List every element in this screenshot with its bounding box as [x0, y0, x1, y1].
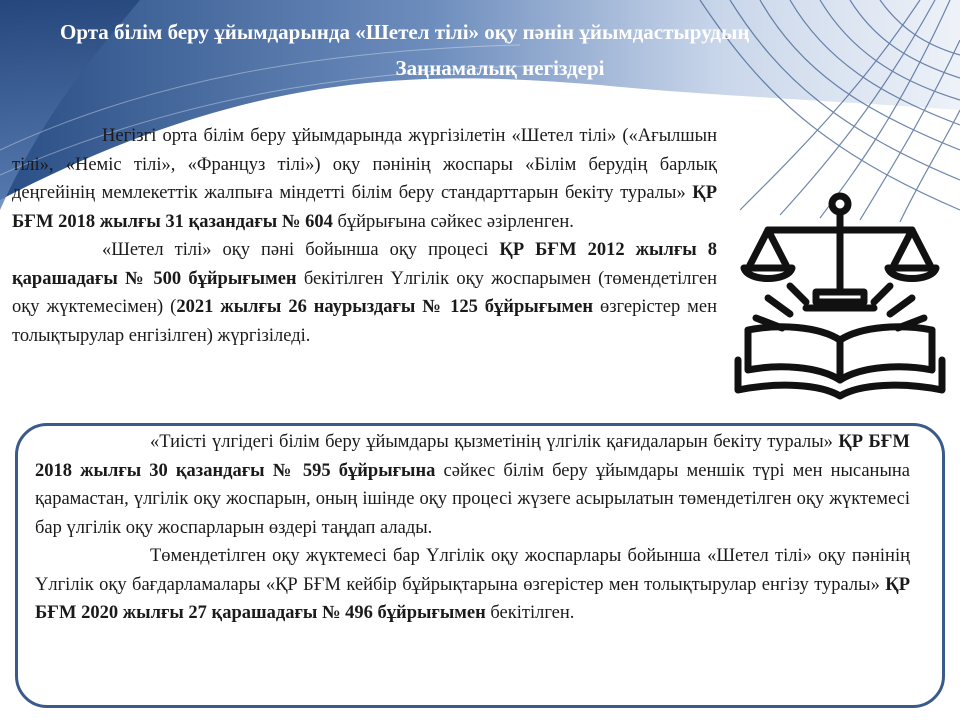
p2-text-a: «Тиісті үлгідегі білім беру ұйымдары қызметінің үлгілік қағидаларын бекіту туралы»: [150, 432, 839, 452]
slide-title-line-1: Орта білім беру ұйымдарында «Шетел тілі» оқу пәнін ұйымдастырудың: [60, 20, 750, 44]
p1-text-c: бұйрығына сәйкес әзірленген.: [332, 211, 574, 232]
p2-text-f: бекітілген.: [485, 603, 575, 623]
scales-of-justice-book-icon: [728, 190, 953, 405]
p1-bold-b: ҚР БҒМ 2018 жылғы 31 қазандағы № 604: [12, 183, 717, 232]
p2-bold-e: ҚР БҒМ 2020 жылғы 27 қарашадағы № 496 бұйрығымен: [35, 574, 910, 623]
paragraph-1: [12, 122, 717, 350]
p1-bold-g: 2021 жылғы 26 наурыздағы № 125 бұйрығымен: [176, 297, 594, 317]
p2-bold-b: ҚР БҒМ 2018 жылғы 30 қазандағы № 595 бұйрығына: [35, 432, 910, 481]
paragraph-2: [35, 428, 910, 628]
p2-text-c: сәйкес білім беру ұйымдары меншік түрі мен нысанына қарамастан, үлгілік оқу жоспарын, оның ішінде оқу процесі жүзеге асырылатын төмендетілген оқу жүктемесі бар үлгілік оқу жоспарларын өздері таңдап алады.: [35, 460, 911, 538]
p1-text-f: бекітілген Үлгілік оқу жоспарымен (төмендетілген оқу жүктемесімен) (: [12, 268, 717, 317]
p1-text-a: Негізгі орта білім беру ұйымдарында жүргізілетін «Шетел тілі» («Ағылшын тілі», «Неміс тілі», «Француз тілі») оқу пәнінің жоспары «Білім берудің барлық деңгейінің мемлекеттік жалпыға міндетті білім беру стандарттарын бекіту туралы»: [12, 126, 717, 203]
p1-text-h: өзгерістер мен толықтырулар енгізілген) жүргізіледі.: [12, 297, 717, 346]
p2-text-d: Төмендетілген оқу жүктемесі бар Үлгілік оқу жоспарлары бойынша «Шетел тілі» оқу пәнінің Үлгілік оқу бағдарламалары «ҚР БҒМ кейбір бұйрықтарына өзгерістер мен толықтырулар енгізу туралы»: [35, 546, 910, 595]
p1-bold-e: ҚР БҒМ 2012 жылғы 8 қарашадағы № 500 бұйрығымен: [12, 240, 717, 289]
p1-text-d: «Шетел тілі» оқу пәні бойынша оқу процесі: [102, 240, 500, 260]
slide-title-line-2: Заңнамалық негіздері: [395, 56, 605, 80]
